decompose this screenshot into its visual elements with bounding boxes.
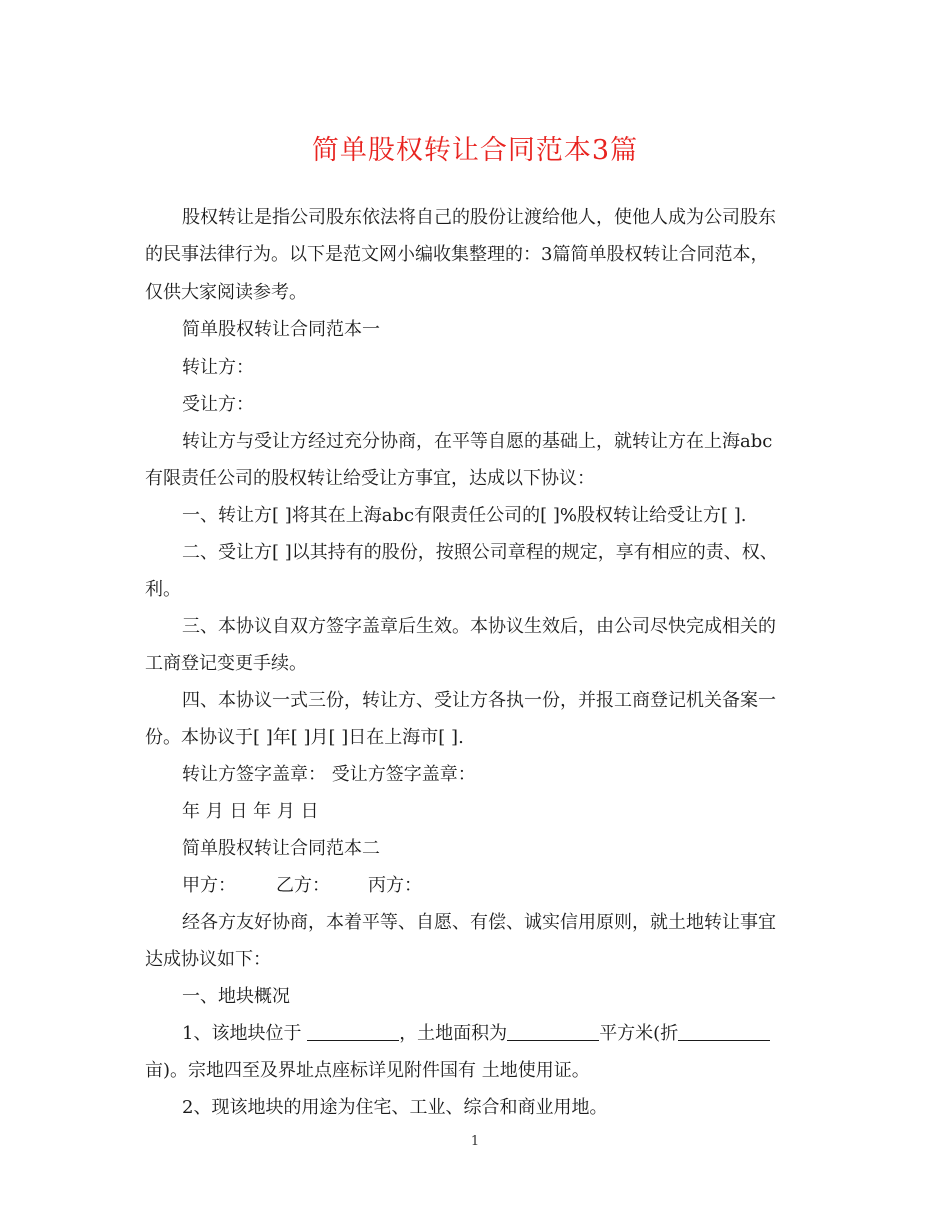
mu-blank — [678, 1022, 770, 1041]
sample2-heading: 简单股权转让合同范本二 — [182, 838, 380, 859]
section-1-heading: 一、地块概况 — [182, 986, 290, 1007]
party-c-label: 丙方： — [368, 875, 422, 896]
item-1-location-label: 1、该地块位于 — [182, 1023, 302, 1044]
transferor-label: 转让方： — [182, 357, 254, 378]
intro-line-1: 股权转让是指公司股东依法将自己的股份让渡给他人，使他人成为公司股东 — [182, 207, 776, 228]
page-number: 1 — [470, 1134, 480, 1149]
intro-line-3: 仅供大家阅读参考。 — [145, 282, 307, 303]
document-title: 简单股权转让合同范本3篇 — [311, 135, 639, 166]
sample2-preamble-1: 经各方友好协商，本着平等、自愿、有偿、诚实信用原则，就土地转让事宜 — [182, 912, 776, 933]
sample1-preamble-1: 转让方与受让方经过充分协商，在平等自愿的基础上，就转让方在上海abc — [182, 431, 773, 452]
sample2-preamble-2: 达成协议如下： — [145, 949, 271, 970]
item-1-area-label: ，土地面积为 — [399, 1023, 508, 1044]
sample1-preamble-2: 有限责任公司的股权转让给受让方事宜，达成以下协议： — [145, 468, 595, 489]
transferee-label: 受让方： — [182, 394, 254, 415]
date-line: 年 月 日 年 月 日 — [182, 801, 319, 822]
clause-4-line-2: 份。本协议于[ ]年[ ]月[ ]日在上海市[ ]. — [145, 727, 464, 748]
clause-2-line-1: 二、受让方[ ]以其持有的股份，按照公司章程的规定，享有相应的责、权、 — [182, 542, 778, 563]
item-1-unit-label: 平方米(折 — [599, 1023, 679, 1044]
clause-3-line-1: 三、本协议自双方签字盖章后生效。本协议生效后，由公司尽快完成相关的 — [182, 616, 776, 637]
party-b-label: 乙方： — [276, 875, 330, 896]
item-1-line-2: 亩)。宗地四至及界址点座标详见附件国有 土地使用证。 — [145, 1060, 590, 1081]
sample1-heading: 简单股权转让合同范本一 — [182, 319, 380, 340]
party-a-label: 甲方： — [182, 875, 236, 896]
signature-line: 转让方签字盖章： 受让方签字盖章： — [182, 764, 476, 785]
clause-3-line-2: 工商登记变更手续。 — [145, 653, 307, 674]
item-1-line-1 — [182, 1022, 770, 1046]
location-blank — [307, 1022, 399, 1041]
clause-1: 一、转让方[ ]将其在上海abc有限责任公司的[ ]%股权转让给受让方[ ]. — [182, 505, 747, 526]
item-2: 2、现该地块的用途为住宅、工业、综合和商业用地。 — [182, 1097, 608, 1118]
clause-4-line-1: 四、本协议一式三份，转让方、受让方各执一份，并报工商登记机关备案一 — [182, 690, 776, 711]
area-blank — [507, 1022, 599, 1041]
parties-line — [182, 874, 422, 898]
intro-line-2: 的民事法律行为。以下是范文网小编收集整理的：3篇简单股权转让合同范本， — [145, 244, 769, 265]
clause-2-line-2: 利。 — [145, 579, 181, 600]
